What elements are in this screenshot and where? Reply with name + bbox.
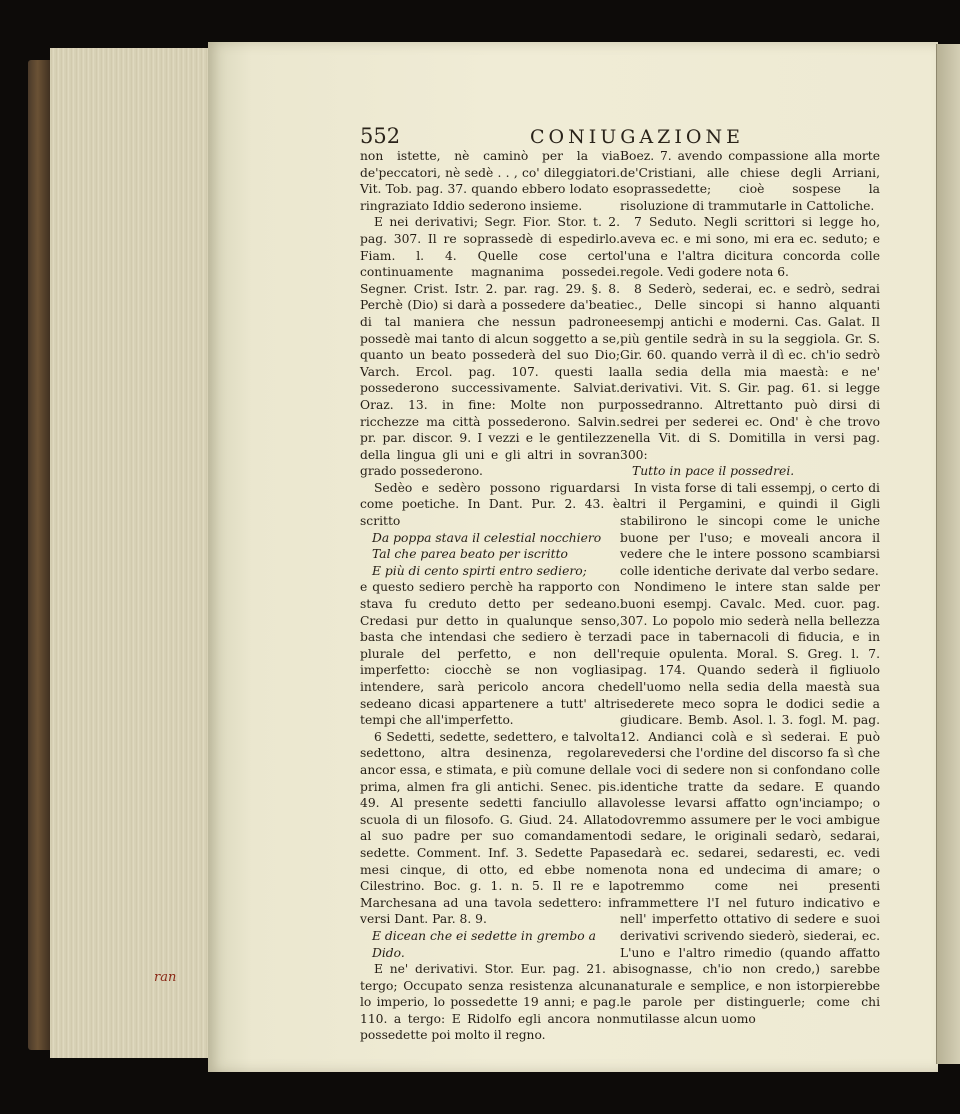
paragraph: E ne' derivativi. Stor. Eur. pag. 21. a tergo; Occupato senza resistenza alcuna lo imperio, lo possedette 19 anni; e pag. 110. a tergo: E Ridolfo egli ancora non possedette poi molto il regno. [360,962,620,1043]
paragraph: 7 Seduto. Negli scrittori si legge ho, aveva ec. e mi sono, mi era ec. seduto; e l'una e l'altra dicitura concorda colle regole. Vedi godere nota 6. [620,215,880,280]
right-text-column [620,148,880,1027]
paragraph: Nondimeno le intere stan salde per buoni esempj. Cavalc. Med. cuor. pag. 307. Lo popolo mio sederà nella bellezza di pace in tabernacoli di fiducia, e in requie opulenta. Moral. S. Greg. l. 7. pag. 174. Quando sederà il figliuolo dell'uomo nella sedia della maestà sua sederete meco sopra le dodici sedie a giudicare. Bemb. Asol. l. 3. fogl. M. pag. 12. Andianci colà e sì sederai. E può vedersi che l'ordine del discorso fa sì che le voci di sedere non si confondano colle identiche tratte da sedare. E quando volesse levarsi affatto ogn'inciampo; o dovremmo assumere per le voci ambigue di sedare, le originali sedarò, sedarai, sedarà ec. sedarei, sedaresti, ec. vedi nota nona ed undecima di amare; o potremmo come nei presenti frammettere l'I nel futuro indicativo e nell' imperfetto ottativo di sedere e suoi derivativi scrivendo siederò, siederai, ec. L'uno e l'altro rimedio (quando affatto bisognasse, ch'io non credo,) sarebbe naturale e semplice, e non istorpierebbe le parole per distinguerle; come chi mutilasse alcun uomo [620,580,880,1026]
paragraph: non istette, nè caminò per la via de'peccatori, nè sedè . . , co' dileggiatori. Vit. Tob. pag. 37. quando ebbero lodato e ringraziato Iddio sederono insieme. [360,149,620,213]
margin-ink-mark: ran [154,970,177,985]
paragraph: Boez. 7. avendo compassione alla morte de'Cristiani, alle chiese degli Arriani, soprassedette; cioè sospese la risoluzione di trammutarle in Cattoliche. [620,149,880,213]
book-cover-edge [28,60,52,1050]
facing-page-edge [936,44,960,1064]
left-text-column [360,148,620,1044]
verse-line: E più di cento spirti entro sediero; [372,563,587,578]
paragraph: Sedèo e sedèro possono riguardarsi come poetiche. In Dant. Pur. 2. 43. è scritto [360,480,620,529]
running-head: CONIUGAZIONE [530,126,744,148]
page-number: 552 [360,124,401,148]
paragraph: e questo sediero perchè ha rapporto con stava fu creduto detto per sedeano. Credasi pur detto in qualunque senso, basta che intendasi che sediero è terza plurale del perfetto, e non dell' imperfetto: ciocchè se non vogliasi intendere, sarà pericolo ancora che sedeano dicasi appartenere a tutt' altri tempi che all'imperfetto. [360,580,620,728]
page-stack-edge [50,48,212,1058]
verse-line: Da poppa stava il celestial nocchiero [372,530,602,545]
paragraph: In vista forse di tali essempj, o certo di altri il Pergamini, e quindi il Gigli stabilirono le sincopi come le uniche buone per l'uso; e moveali ancora il vedere che le intere possono scambiarsi colle identiche derivate dal verbo sedare. [620,480,880,578]
verse-line: Tutto in pace il possedrei. [632,464,795,479]
verse-line: E dicean che ei sedette in grembo a Dido. [372,928,596,960]
verse-line: Tal che parea beato per iscritto [372,547,568,562]
paragraph: 6 Sedetti, sedette, sedettero, e talvolta sedettono, altra desinenza, regolare ancor essa, e stimata, e più comune della prima, almen fra gli antichi. Senec. pis. 49. Al presente sedetti fanciullo alla scuola di un filosofo. G. Giud. 24. Allato al suo padre per suo comandamento sedette. Comment. Inf. 3. Sedette Papa mesi cinque, di otto, ed ebbe nome Cilestrino. Boc. g. 1. n. 5. Il re e la Marchesana ad una tavola sedettero: in versi Dant. Par. 8. 9. [360,729,620,927]
paragraph: 8 Sederò, sederai, ec. e sedrò, sedrai ec., Delle sincopi si hanno alquanti esempj antichi e moderni. Cas. Galat. Il più gentile sedrà in su la seggiola. Gr. S. Gir. 60. quando verrà il dì ec. ch'io sedrò alla sedia della mia maestà: e ne' derivativi. Vit. S. Gir. pag. 61. si legge possedranno. Altrettanto può dirsi di sedrei per sederei ec. Ond' è che trovo nella Vit. di S. Domitilla in versi pag. 300: [620,281,880,462]
paragraph: E nei derivativi; Segr. Fior. Stor. t. 2. pag. 307. Il re soprassedè di espedirlo. Fiam. l. 4. Quelle cose certo continuamente magnanima possedei. Segner. Crist. Istr. 2. par. rag. 29. §. 8. Perchè (Dio) si darà a possedere da'beati di tal maniera che nessun padrone possedè mai tanto di alcun soggetto a se, quanto un beato possederà del suo Dio; Varch. Ercol. pag. 107. questi la possederono successivamente. Salviat. Oraz. 13. in fine: Molte non pur ricchezze ma città possederono. Salvin. pr. par. discor. 9. I vezzi e le gentilezze della lingua gli uni e gli altri in sovran grado possederono. [360,215,620,479]
